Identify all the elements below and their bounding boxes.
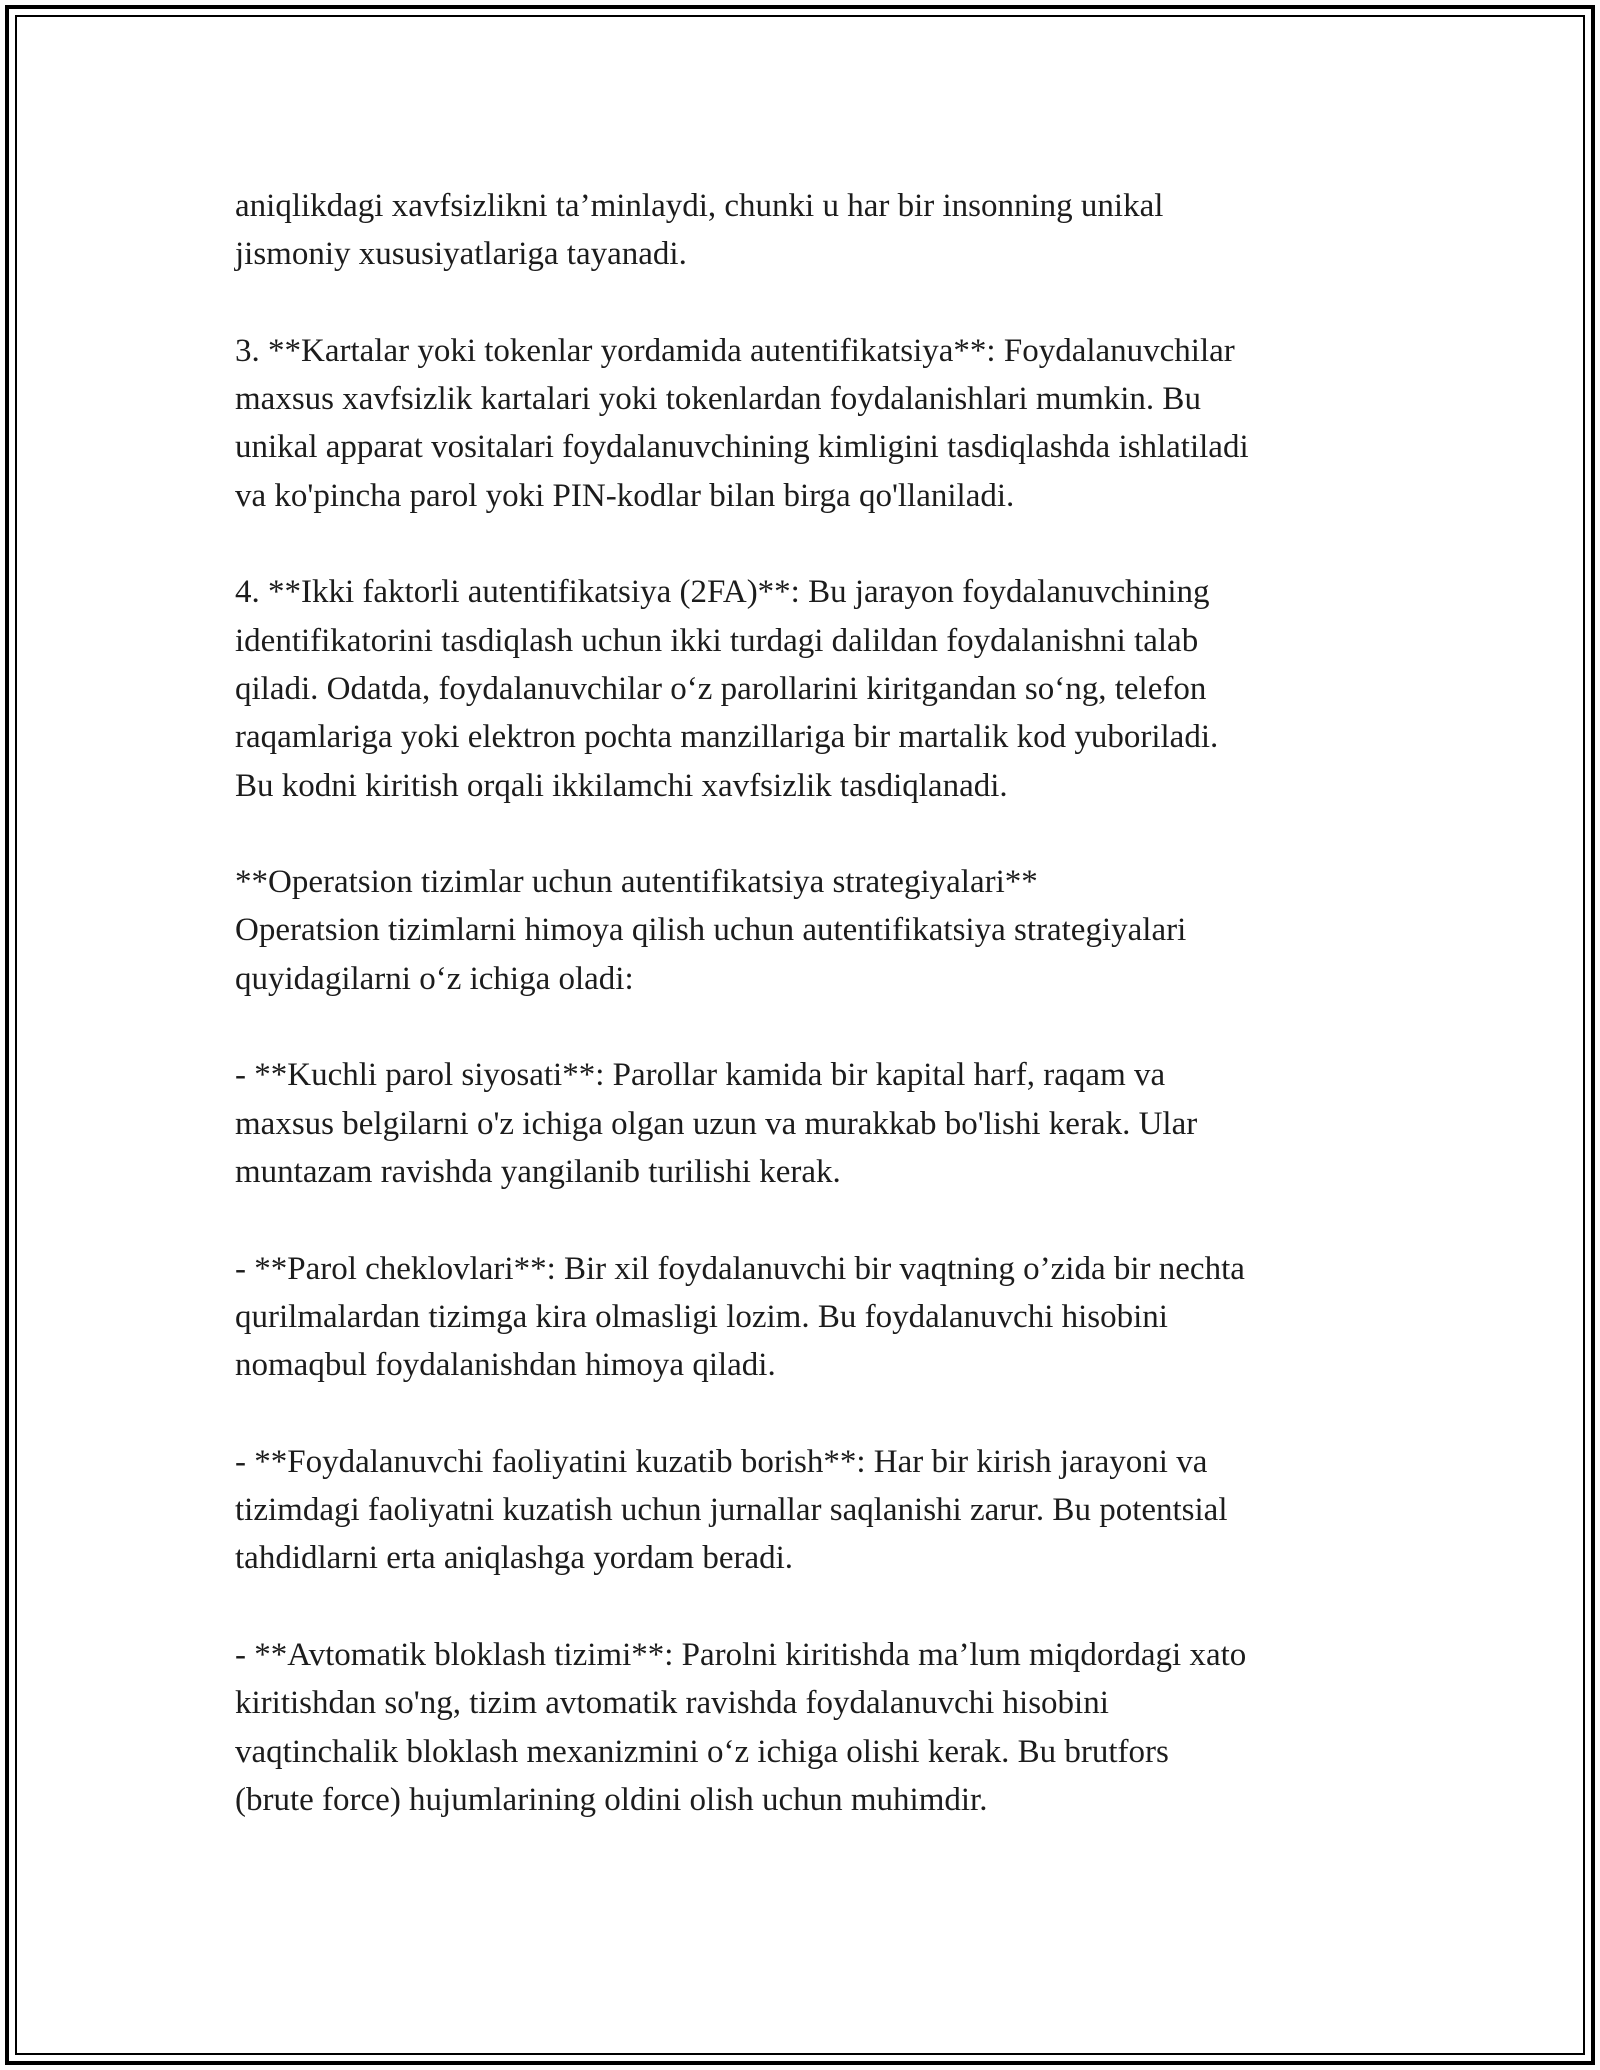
text-line: jismoniy xususiyatlariga tayanadi. (235, 236, 687, 273)
text-line: va ko'pincha parol yoki PIN-kodlar bilan birga qo'llaniladi. (235, 477, 1015, 514)
text-line: 4. **Ikki faktorli autentifikatsiya (2FA)**: Bu jarayon foydalanuvchining (235, 574, 1210, 611)
text-line: 3. **Kartalar yoki tokenlar yordamida autentifikatsiya**: Foydalanuvchilar (235, 332, 1235, 369)
heading-line: **Operatsion tizimlar uchun autentifikatsiya strategiyalari** (235, 864, 1038, 901)
document-body (235, 182, 1395, 1824)
text-line: identifikatorini tasdiqlash uchun ikki turdagi dalildan foydalanishni talab (235, 622, 1199, 659)
text-line: maxsus xavfsizlik kartalari yoki tokenlardan foydalanishlari mumkin. Bu (235, 381, 1201, 418)
text-line: - **Foydalanuvchi faoliyatini kuzatib borish**: Har bir kirish jarayoni va (235, 1443, 1208, 1480)
text-line: qiladi. Odatda, foydalanuvchilar o‘z parollarini kiritgandan so‘ng, telefon (235, 670, 1207, 707)
text-line: muntazam ravishda yangilanib turilishi kerak. (235, 1153, 841, 1190)
text-line: qurilmalardan tizimga kira olmasligi lozim. Bu foydalanuvchi hisobini (235, 1298, 1168, 1335)
bullet-activity-monitoring (235, 1438, 1395, 1583)
paragraph-biometric-continuation (235, 182, 1395, 279)
text-line: raqamlariga yoki elektron pochta manzillariga bir martalik kod yuboriladi. (235, 719, 1219, 756)
bullet-password-limits (235, 1245, 1395, 1390)
text-line: - **Kuchli parol siyosati**: Parollar kamida bir kapital harf, raqam va (235, 1057, 1166, 1094)
text-line: tizimdagi faoliyatni kuzatish uchun jurnallar saqlanishi zarur. Bu potentsial (235, 1492, 1228, 1529)
text-line: (brute force) hujumlarining oldini olish uchun muhimdir. (235, 1781, 988, 1818)
text-line: Bu kodni kiritish orqali ikkilamchi xavfsizlik tasdiqlanadi. (235, 767, 1008, 804)
text-line: - **Parol cheklovlari**: Bir xil foydalanuvchi bir vaqtning o’zida bir nechta (235, 1250, 1245, 1287)
text-line: maxsus belgilarni o'z ichiga olgan uzun va murakkab bo'lishi kerak. Ular (235, 1105, 1198, 1142)
paragraph-section-intro (235, 906, 1395, 1003)
bullet-strong-password (235, 1051, 1395, 1196)
section-heading (235, 858, 1395, 906)
text-line: nomaqbul foydalanishdan himoya qiladi. (235, 1347, 776, 1384)
text-line: aniqlikdagi xavfsizlikni ta’minlaydi, chunki u har bir insonning unikal (235, 188, 1164, 224)
text-line: quyidagilarni o‘z ichiga oladi: (235, 960, 634, 997)
paragraph-item-3-cards-tokens (235, 327, 1395, 520)
text-line: - **Avtomatik bloklash tizimi**: Parolni kiritishda ma’lum miqdordagi xato (235, 1636, 1247, 1673)
text-line: kiritishdan so'ng, tizim avtomatik ravishda foydalanuvchi hisobini (235, 1685, 1109, 1722)
bullet-auto-lock (235, 1631, 1395, 1824)
text-line: Operatsion tizimlarni himoya qilish uchun autentifikatsiya strategiyalari (235, 912, 1187, 949)
text-line: unikal apparat vositalari foydalanuvchining kimligini tasdiqlashda ishlatiladi (235, 429, 1249, 466)
text-line: vaqtinchalik bloklash mexanizmini o‘z ichiga olishi kerak. Bu brutfors (235, 1733, 1169, 1770)
text-line: tahdidlarni erta aniqlashga yordam beradi. (235, 1540, 794, 1577)
paragraph-item-4-2fa (235, 568, 1395, 809)
